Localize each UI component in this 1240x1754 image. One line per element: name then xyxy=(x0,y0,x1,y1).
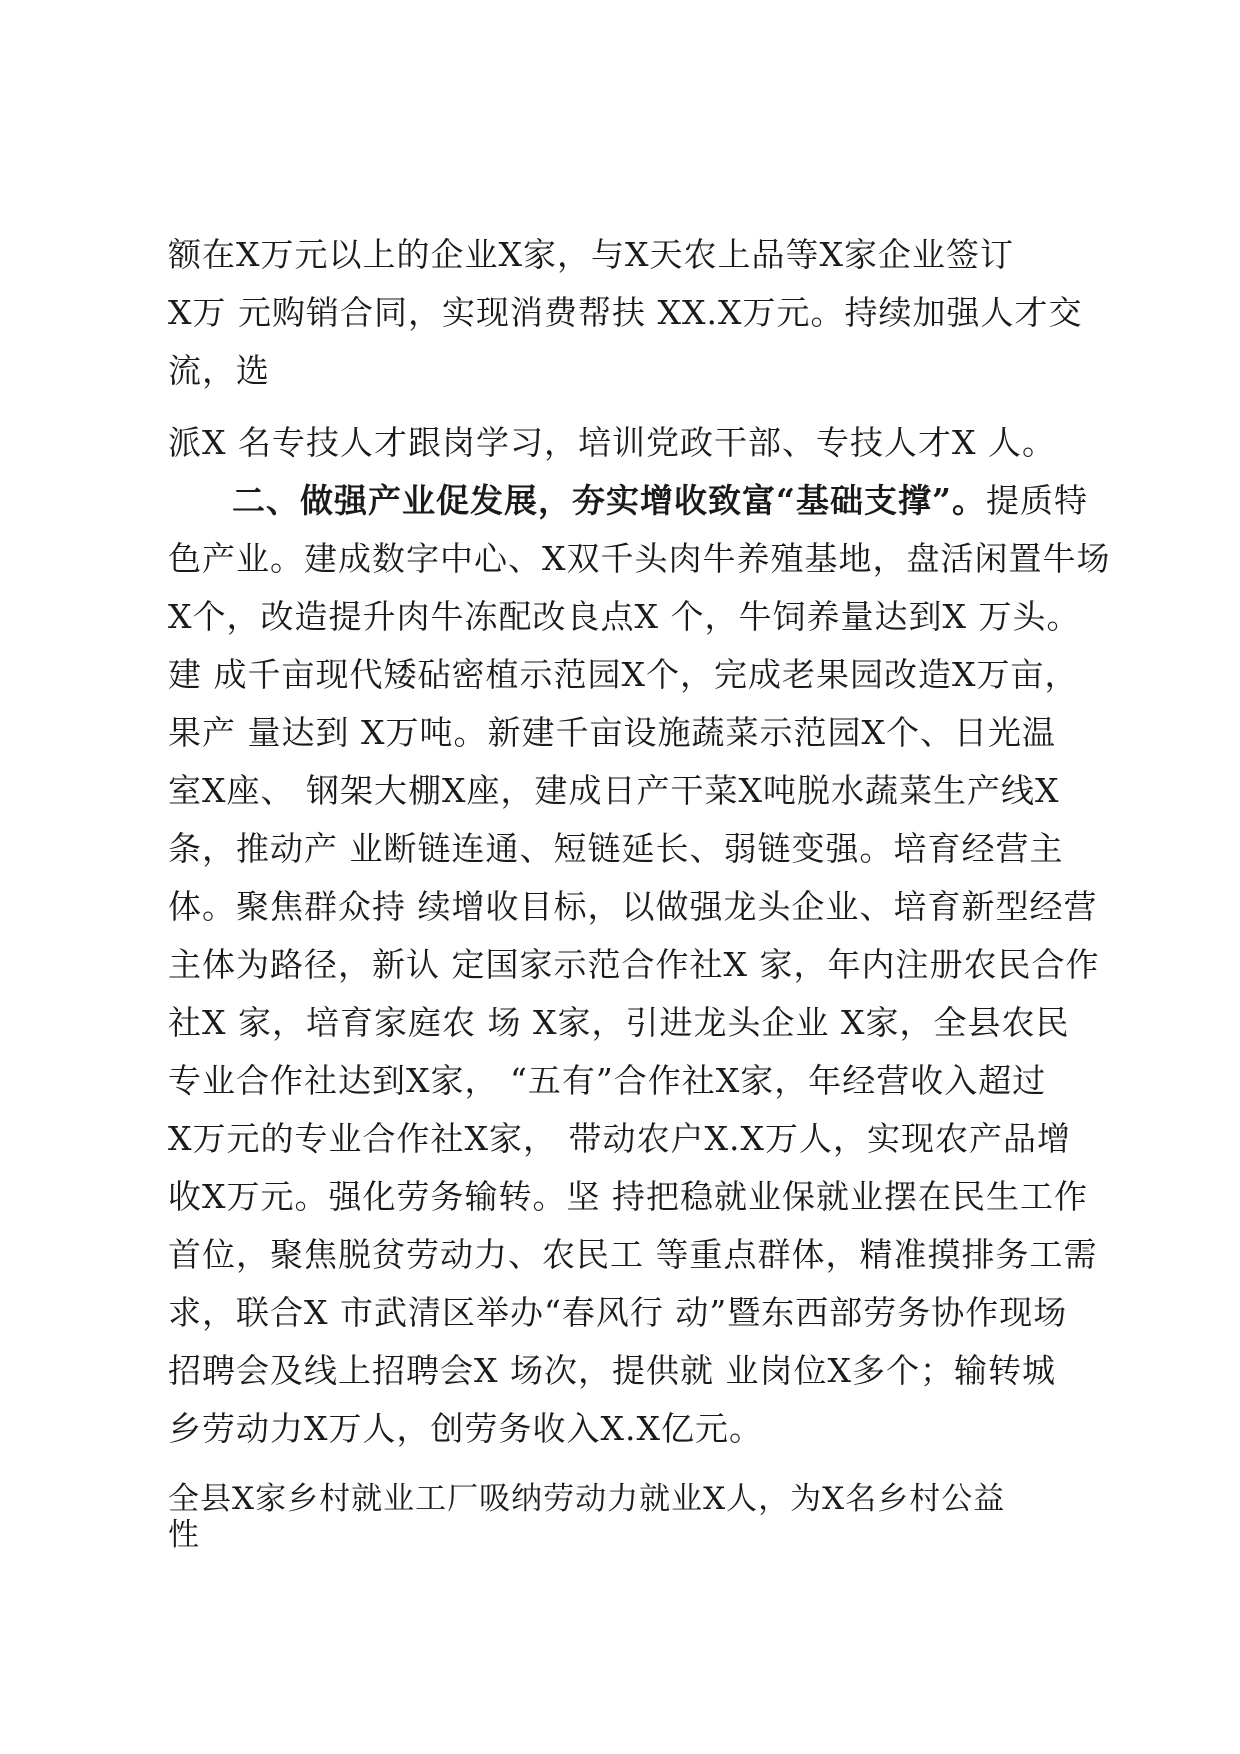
text-line: 首位，聚焦脱贫劳动力、农民工 等重点群体，精准摸排务工需 xyxy=(168,1235,1098,1274)
text-line: 建 成千亩现代矮砧密植示范园X个，完成老果园改造X万亩， xyxy=(168,655,1079,694)
text-line: 全县X家乡村就业工厂吸纳劳动力就业X人，为X名乡村公益 xyxy=(168,1481,1006,1517)
text-line: X万元的专业合作社X家， 带动农户X.X万人，实现农产品增 xyxy=(168,1119,1071,1158)
text-line: 体。聚焦群众持 续增收目标，以做强龙头企业、培育新型经营 xyxy=(168,887,1098,926)
text-line: 果产 量达到 X万吨。新建千亩设施蔬菜示范园X个、日光温 xyxy=(168,713,1056,752)
text-line: 乡劳动力X万人，创劳务收入X.X亿元。 xyxy=(168,1409,763,1448)
text-line: 收X万元。强化劳务输转。坚 持把稳就业保就业摆在民生工作 xyxy=(168,1177,1088,1216)
text-line: 色产业。建成数字中心、X双千头肉牛养殖基地，盘活闲置牛场 xyxy=(168,539,1111,578)
text-line: 招聘会及线上招聘会X 场次，提供就 业岗位X多个；输转城 xyxy=(168,1351,1056,1390)
text-line: 性 xyxy=(168,1517,200,1553)
text-line: 条，推动产 业断链连通、短链延长、弱链变强。培育经营主 xyxy=(168,829,1064,868)
text-line: 主体为路径，新认 定国家示范合作社X 家，年内注册农民合作 xyxy=(168,945,1100,984)
text-line: 额在X万元以上的企业X家，与X天农上品等X家企业签订 xyxy=(168,235,1014,274)
text-line: 社X 家，培育家庭农 场 X家，引进龙头企业 X家，全县农民 xyxy=(168,1003,1070,1042)
section-heading: 二、做强产业促发展，夯实增收致富“基础支撑”。 xyxy=(232,481,986,520)
text-line: 室X座、 钢架大棚X座，建成日产干菜X吨脱水蔬菜生产线X xyxy=(168,771,1060,810)
text-line: 求，联合X 市武清区举办“春风行 动”暨东西部劳务协作现场 xyxy=(168,1293,1068,1332)
section-heading-line xyxy=(232,481,1088,520)
text-line: 专业合作社达到X家， “五有”合作社X家，年经营收入超过 xyxy=(168,1061,1047,1100)
text-line: 流，选 xyxy=(168,351,270,390)
section-heading-tail: 提质特 xyxy=(985,481,1088,520)
text-line: X个，改造提升肉牛冻配改良点X 个，牛饲养量达到X 万头。 xyxy=(168,597,1081,636)
text-line: X万 元购销合同，实现消费帮扶 XX.X万元。持续加强人才交 xyxy=(168,293,1083,332)
text-line: 派X 名专技人才跟岗学习，培训党政干部、专技人才X 人。 xyxy=(168,423,1056,462)
